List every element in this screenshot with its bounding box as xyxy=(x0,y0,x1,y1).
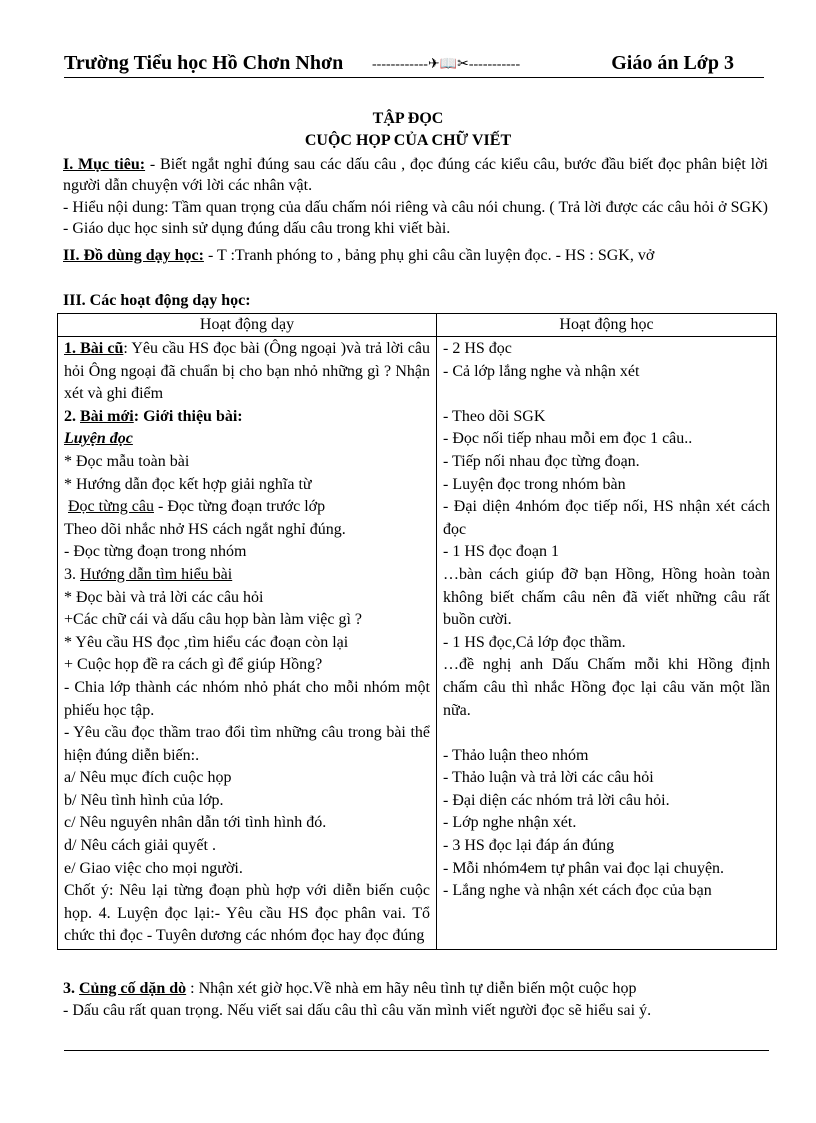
page-header xyxy=(64,52,764,80)
understanding-num: 3. xyxy=(64,565,80,583)
lesson-title: CUỘC HỌP CỦA CHỮ VIẾT xyxy=(304,132,512,149)
spacer xyxy=(443,383,770,406)
list-item: - Đại diện 4nhóm đọc tiếp nối, HS nhận xét cách đọc xyxy=(443,498,770,538)
list-item: a/ Nêu mục đích cuộc họp xyxy=(64,769,232,787)
objectives-line1: - Biết ngắt nghỉ đúng sau các dấu câu , đọc đúng các kiểu câu, bước đầu biết đọc phân biệt lời người dẫn chuyện với lời các nhân vật. xyxy=(63,156,769,194)
list-item: - Chia lớp thành các nhóm nhỏ phát cho mỗi nhóm một phiếu học tập. xyxy=(64,678,430,719)
school-name: Trường Tiểu học Hồ Chơn Nhơn xyxy=(64,52,344,74)
header-decoration: ------------✈📖✂----------- xyxy=(372,57,521,72)
activities-heading: III. Các hoạt động dạy học: xyxy=(63,292,251,309)
list-item: d/ Nêu cách giải quyết . xyxy=(64,837,216,855)
list-item: …đề nghị anh Dấu Chấm mỗi khi Hồng định chấm câu thì nhắc Hồng đọc lại câu văn một lần nữa. xyxy=(443,656,770,719)
list-item: * Yêu cầu HS đọc ,tìm hiểu các đoạn còn lại xyxy=(64,633,349,651)
materials-heading: II. Đồ dùng dạy học: xyxy=(63,247,204,264)
list-item: b/ Nêu tình hình của lớp. xyxy=(64,791,224,809)
conclusion-num: 3. xyxy=(63,980,79,997)
list-item xyxy=(64,496,430,519)
list-item: - Lớp nghe nhận xét. xyxy=(443,814,577,832)
list-item: Theo dõi nhắc nhở HS cách ngắt nghỉ đúng. xyxy=(64,520,346,538)
objectives-line2: - Hiểu nội dung: Tầm quan trọng của dấu chấm nói riêng và câu nói chung. ( Trả lời được các câu hỏi ở SGK) - Giáo dục học sinh sử dụng đúng dấu câu trong khi viết bài. xyxy=(63,199,768,237)
conclusion-section xyxy=(63,978,768,999)
footer-divider xyxy=(64,1050,769,1051)
list-item: - Luyện đọc trong nhóm bàn xyxy=(443,475,626,493)
list-item: - Cả lớp lắng nghe và nhận xét xyxy=(443,362,640,380)
grade-label: Giáo án Lớp 3 xyxy=(611,52,734,74)
list-item: - 2 HS đọc xyxy=(443,340,512,357)
list-item: - Thảo luận theo nhóm xyxy=(443,746,589,764)
spacer xyxy=(443,722,770,745)
old-lesson-text: : Yêu cầu HS đọc bài (Ông ngoại )và trả lời câu hỏi Ông ngoại đã chuẩn bị cho bạn nhỏ những gì ? Nhận xét và ghi điểm xyxy=(64,340,430,403)
conclusion-text2: - Dấu câu rất quan trọng. Nếu viết sai dấu câu thì câu văn mình viết người đọc sẽ hiểu sai ý. xyxy=(63,1002,652,1019)
col-student-header: Hoạt động học xyxy=(437,314,777,337)
materials-text: - T :Tranh phóng to , bảng phụ ghi câu cần luyện đọc. - HS : SGK, vở xyxy=(203,247,655,264)
conclusion-text1: : Nhận xét giờ học.Về nhà em hãy nêu tình tự diễn biến một cuộc họp xyxy=(186,980,637,997)
list-item: - Lắng nghe và nhận xét cách đọc của bạn xyxy=(443,882,712,900)
list-item: e/ Giao việc cho mọi người. xyxy=(64,859,243,877)
table-body-row xyxy=(58,337,777,950)
new-lesson-num: 2. xyxy=(64,407,80,425)
list-item: - Mỗi nhóm4em tự phân vai đọc lại chuyện. xyxy=(443,859,725,877)
list-item: - Thảo luận và trả lời các câu hỏi xyxy=(443,769,654,787)
objectives-heading: I. Mục tiêu: xyxy=(63,156,146,173)
teacher-activities xyxy=(58,337,437,950)
list-item: - 3 HS đọc lại đáp án đúng xyxy=(443,837,615,855)
old-lesson-label: 1. Bài cũ xyxy=(64,340,124,357)
new-lesson-label: Bài mới xyxy=(80,407,134,425)
sentence-reading-label: Đọc từng câu xyxy=(68,498,154,516)
header-divider xyxy=(64,77,764,78)
understanding-label: Hướng dẫn tìm hiểu bài xyxy=(80,565,233,583)
subject-title: TẬP ĐỌC xyxy=(372,110,444,127)
list-item: …bàn cách giúp đỡ bạn Hồng, Hồng hoàn toàn không biết chấm câu nên đã viết những câu rất buồn cười. xyxy=(443,565,770,629)
reading-practice-heading: Luyện đọc xyxy=(64,430,133,448)
list-item: Chốt ý: Nêu lại từng đoạn phù hợp với diễn biến cuộc họp. 4. Luyện đọc lại:- Yêu cầu HS đọc phân vai. Tổ chức thi đọc - Tuyên dương các nhóm đọc hay đọc đúng xyxy=(64,882,430,945)
activities-table xyxy=(57,313,777,950)
list-item: +Các chữ cái và dấu câu họp bàn làm việc gì ? xyxy=(64,611,363,629)
sentence-reading-text: - Đọc từng đoạn trước lớp xyxy=(153,498,326,516)
list-item: - 1 HS đọc,Cả lớp đọc thầm. xyxy=(443,633,626,651)
list-item: - Đại diện các nhóm trả lời câu hỏi. xyxy=(443,791,670,809)
list-item: - Đọc từng đoạn trong nhóm xyxy=(64,543,247,561)
list-item: + Cuộc họp đề ra cách gì để giúp Hồng? xyxy=(64,656,323,674)
list-item: - 1 HS đọc đoạn 1 xyxy=(443,543,559,561)
list-item: * Đọc bài và trả lời các câu hỏi xyxy=(64,588,264,606)
objectives-section xyxy=(63,154,768,196)
list-item: c/ Nêu nguyên nhân dẫn tới tình hình đó. xyxy=(64,814,327,832)
conclusion-label: Củng cố dặn dò xyxy=(79,980,187,997)
new-lesson-item xyxy=(64,406,430,429)
student-activities xyxy=(437,337,777,950)
old-lesson-item xyxy=(64,338,430,406)
list-item: - Đọc nối tiếp nhau mỗi em đọc 1 câu.. xyxy=(443,430,693,448)
materials-section xyxy=(63,245,768,266)
list-item: - Yêu cầu đọc thầm trao đổi tìm những câu trong bài thể hiện đúng diễn biến:. xyxy=(64,724,430,764)
list-item: - Theo dõi SGK xyxy=(443,407,546,425)
list-item: - Tiếp nối nhau đọc từng đoạn. xyxy=(443,452,640,470)
list-item: * Hướng dẫn đọc kết hợp giải nghĩa từ xyxy=(64,475,312,493)
list-item: * Đọc mẫu toàn bài xyxy=(64,452,190,470)
list-item xyxy=(64,564,430,587)
new-lesson-text: : Giới thiệu bài: xyxy=(133,407,243,425)
col-teacher-header: Hoạt động dạy xyxy=(58,314,437,337)
table-header-row xyxy=(58,314,777,337)
